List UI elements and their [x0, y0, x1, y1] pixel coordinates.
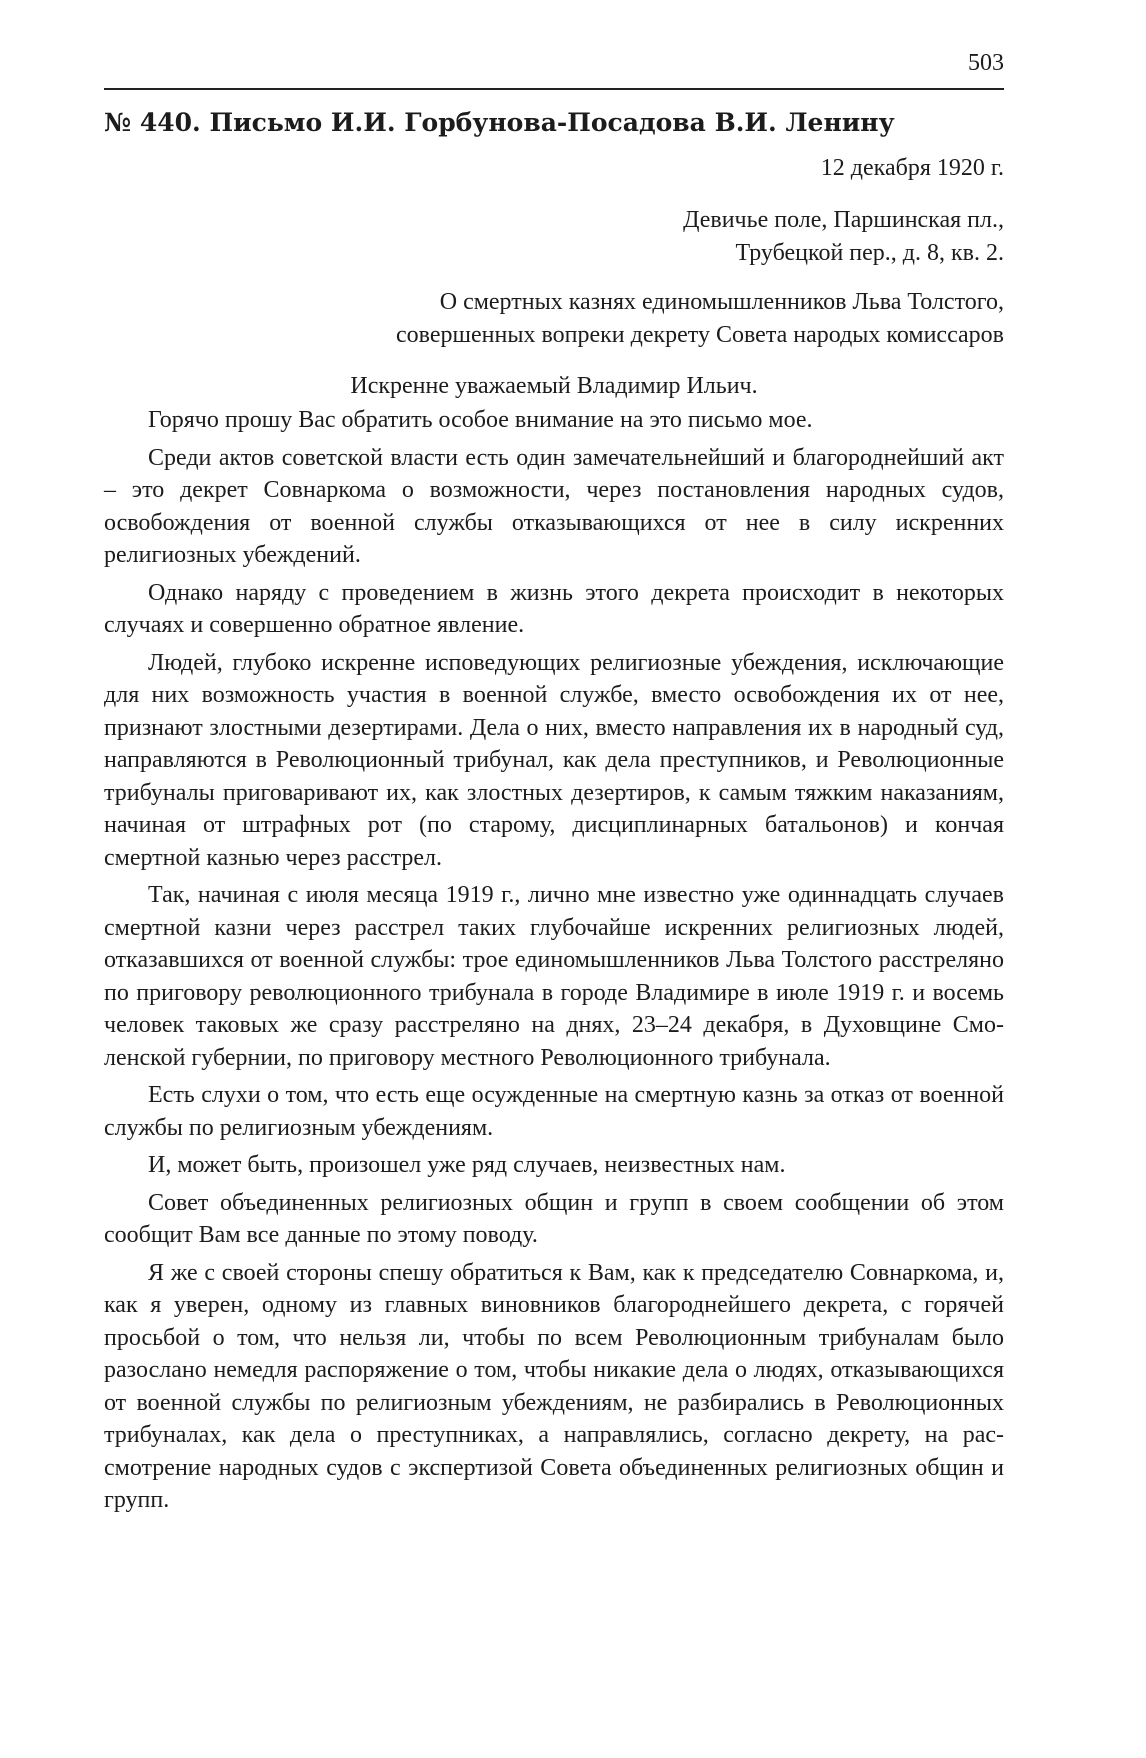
header-rule — [104, 88, 1004, 90]
book-page — [104, 0, 1004, 1758]
address-line: Трубецкой пер., д. 8, кв. 2. — [735, 240, 1004, 266]
paragraph: Есть слухи о том, что есть еще осужденные на смертную казнь за отказ от военной службы по религиозным убеждениям. — [104, 1082, 1004, 1141]
document-date: 12 декабря 1920 г. — [820, 155, 1004, 181]
address-line: Девичье поле, Паршинская пл., — [683, 207, 1004, 233]
paragraph: Так, начиная с июля месяца 1919 г., лично мне известно уже одиннадцать случаев смертной казни через расстрел таких глубочайше искренних религиозных людей, отказавшихся от военной службы: трое единомышленников Льва Толстого расстреляно по приговору революционного трибунала в городе Владимире в июле 1919 г. и восемь человек таковых же сразу расстреляно на днях, 23–24 декабря, в Духовщине Смоленской губернии, по приговору местного Революционного трибунала. — [104, 882, 1004, 1071]
paragraph: Однако наряду с проведением в жизнь этого декрета происходит в некоторых случаях и совершенно обратное явление. — [104, 579, 1004, 638]
summary-line: О смертных казнях единомышленников Льва Толстого, — [439, 289, 1004, 315]
paragraph: Совет объединенных религиозных общин и групп в своем сообщении об этом сообщит Вам все данные по этому поводу. — [104, 1189, 1004, 1248]
paragraph: Я же с своей стороны спешу обратиться к Вам, как к председателю Совнаркома, и, как я уверен, одному из главных виновников благороднейшего декрета, с горячей просьбой о том, что нельзя ли, чтобы по всем Революционным трибуналам было разослано немедля распоряжение о том, чтобы никакие дела о людях, отказывающихся от военной службы по религиозным убеждениям, не разбирались в Революционных трибуналах, как дела о преступниках, а направлялись, согласно декрету, на рассмотрение народных судов с экспертизой Совета объединенных религиозных общин и групп. — [104, 1259, 1004, 1513]
page-number: 503 — [968, 50, 1004, 76]
document-summary — [396, 286, 1004, 352]
document-title: № 440. Письмо И.И. Горбунова-Посадова В.И. Ленину — [104, 108, 895, 137]
summary-line: совершенных вопреки декрету Совета народых комиссаров — [396, 322, 1004, 348]
paragraph: Горячо прошу Вас обратить особое внимание на это письмо мое. — [148, 407, 813, 433]
letter-body — [104, 404, 1004, 1522]
paragraph: И, может быть, произошел уже ряд случаев, неизвестных нам. — [148, 1152, 786, 1178]
paragraph: Людей, глубоко искренне исповедующих религиозные убеждения, исключающие для них возможность участия в военной службе, вместо освобождения их от нее, признают злостными дезертирами. Дела о них, вместо направления их в народный суд, направляются в Революционный трибунал, как дела преступников, и Революционные трибуналы приговаривают их, как злостных дезертиров, к самым тяжким наказаниям, начиная от штрафных рот (по старому, дисциплинарных батальонов) и кончая смертной казнью через расстрел. — [104, 649, 1004, 871]
document-address — [683, 204, 1004, 270]
paragraph: Среди актов советской власти есть один замечательнейший и благороднейший акт – это декрет Совнаркома о возможности, через постановления народных судов, освобождения от военной службы отказывающихся от нее в силу искренних религиозных убеждений. — [104, 444, 1004, 568]
salutation: Искренне уважаемый Владимир Ильич. — [350, 373, 758, 399]
